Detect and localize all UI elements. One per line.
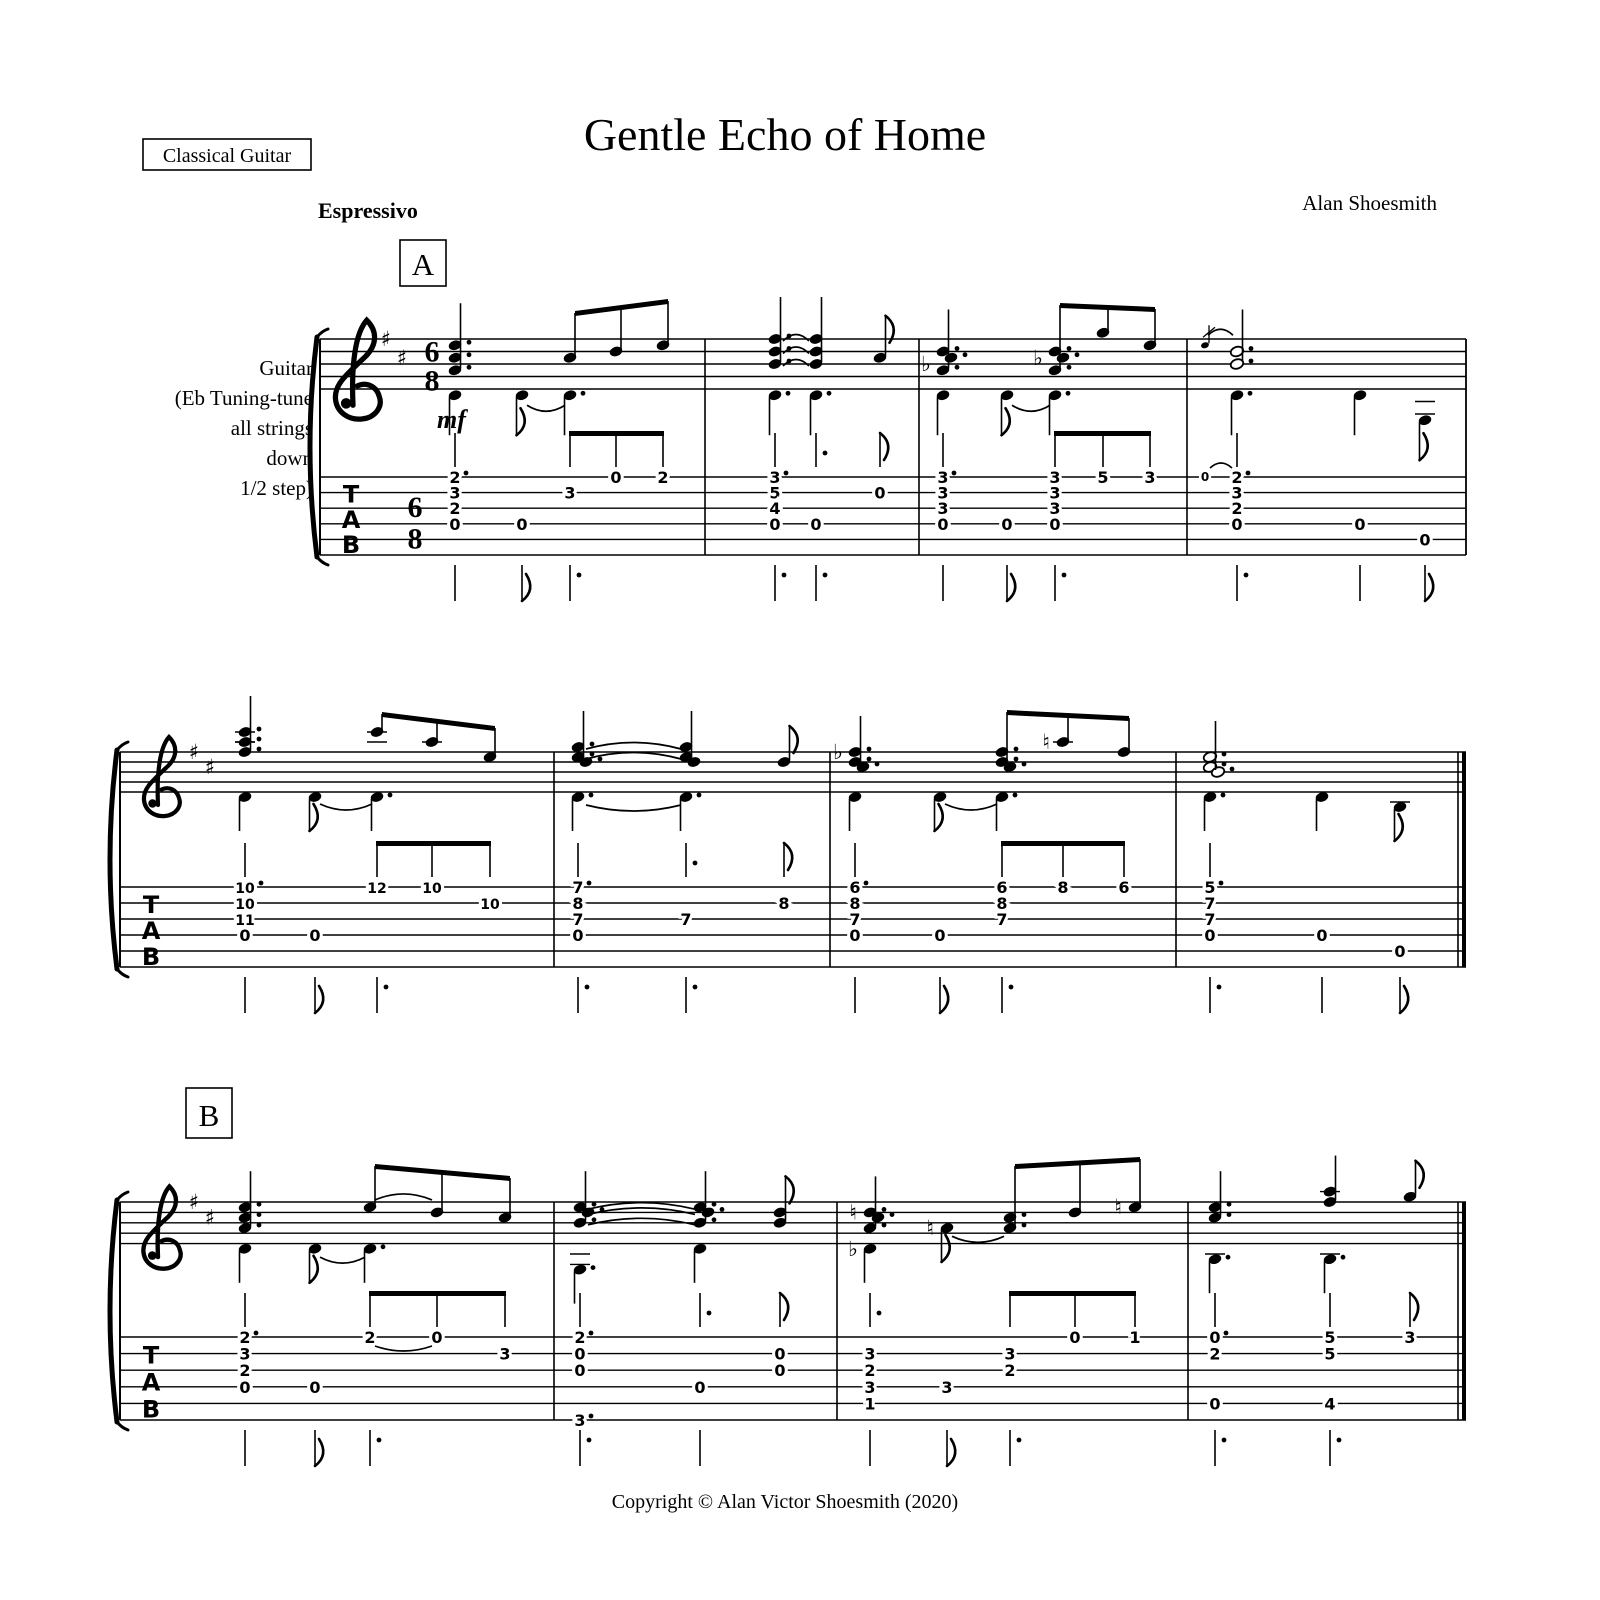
composer: Alan Shoesmith (1302, 191, 1437, 215)
augmentation-dot (1009, 985, 1014, 990)
augmentation-dot (1221, 793, 1226, 798)
tab-fret-number: 0 (431, 1328, 443, 1347)
tab-fret-number: 7 (572, 878, 584, 897)
tab-fret-number: 7 (572, 910, 584, 929)
accidental: ♮ (926, 1216, 934, 1240)
tab-fret-number: 6 (1118, 878, 1130, 897)
augmentation-dot (257, 737, 262, 742)
augmentation-dot (1066, 391, 1071, 396)
tab-fret-number: 2 (1209, 1344, 1221, 1364)
augmentation-dot (712, 1202, 717, 1207)
tab-fret-number: 7 (1204, 894, 1216, 913)
augmentation-dot (1227, 1202, 1232, 1207)
augmentation-dot (381, 1244, 386, 1249)
tab-fret-number: 3 (937, 468, 949, 487)
time-signature-lower: 8 (424, 364, 440, 398)
key-signature-sharp: ♯ (188, 740, 200, 764)
tab-fret-number: 2 (864, 1361, 876, 1381)
tab-fret-number: 0 (1204, 926, 1216, 945)
tab-fret-number: 8 (996, 894, 1008, 913)
augmentation-dot (823, 573, 828, 578)
tab-fret-number: 11 (235, 913, 255, 929)
augmentation-dot (1222, 762, 1227, 767)
augmentation-dot (591, 1265, 596, 1270)
augmentation-dot (589, 1414, 594, 1419)
tab-fret-number: 2 (1231, 468, 1243, 487)
augmentation-dot (1249, 346, 1254, 351)
tab-fret-number: 3 (769, 468, 781, 487)
tab-fret-number: 0 (239, 926, 251, 945)
tab-clef-letter: B (341, 531, 361, 560)
svg-text:B: B (198, 1098, 220, 1133)
tab-fret-number: 2 (449, 499, 461, 519)
augmentation-dot (257, 727, 262, 732)
augmentation-dot (1217, 985, 1222, 990)
augmentation-dot (1013, 793, 1018, 798)
final-barline-thick (1462, 1202, 1466, 1420)
augmentation-dot (467, 340, 472, 345)
tab-fret-number: 0 (1316, 926, 1328, 945)
accidental: ♭ (833, 740, 843, 764)
tab-clef-letter: B (141, 942, 161, 971)
tab-fret-number: 5 (769, 483, 781, 503)
augmentation-dot (890, 1212, 895, 1217)
tab-fret-number: 2 (657, 468, 669, 487)
tab-beam (1009, 1291, 1136, 1296)
tempo-marking: Espressivo (318, 198, 418, 223)
tab-fret-number: 3 (1144, 468, 1156, 487)
augmentation-dot (1022, 1223, 1027, 1228)
tab-fret-number: 0 (937, 514, 949, 534)
tab-clef-letter: T (342, 480, 360, 509)
augmentation-dot (707, 1311, 712, 1316)
accidental: ♭ (1033, 345, 1043, 370)
augmentation-dot (1248, 391, 1253, 396)
tab-fret-number: 0 (610, 468, 622, 487)
augmentation-dot (1246, 471, 1251, 476)
augmentation-dot (577, 573, 582, 578)
augmentation-dot (952, 471, 957, 476)
augmentation-dot (589, 1331, 594, 1336)
tab-fret-number: 0 (1200, 470, 1210, 484)
svg-text:all strings: all strings (230, 416, 313, 440)
tab-fret-number: 8 (572, 894, 584, 913)
tab-time-signature-lower: 8 (407, 522, 423, 556)
augmentation-dot (1017, 1438, 1022, 1443)
augmentation-dot (377, 1438, 382, 1443)
tab-fret-number: 0 (849, 926, 861, 945)
augmentation-dot (257, 1202, 262, 1207)
augmentation-dot (384, 985, 389, 990)
tab-fret-number: 7 (996, 910, 1008, 929)
svg-text:(Eb Tuning-tune: (Eb Tuning-tune (174, 386, 313, 410)
tab-fret-number: 0 (1354, 514, 1366, 534)
augmentation-dot (592, 1202, 597, 1207)
augmentation-dot (257, 747, 262, 752)
tab-fret-number: 0 (1209, 1328, 1221, 1347)
augmentation-dot (712, 1217, 717, 1222)
tab-clef-letter: T (142, 1341, 160, 1370)
accidental: ♭ (848, 1236, 858, 1261)
augmentation-dot (587, 1438, 592, 1443)
augmentation-dot (587, 881, 592, 886)
svg-text:A: A (411, 247, 435, 282)
tab-fret-number: 7 (1204, 910, 1216, 929)
tab-fret-number: 5 (1324, 1328, 1336, 1347)
tab-fret-number: 2 (239, 1361, 251, 1381)
augmentation-dot (467, 365, 472, 370)
tab-fret-number: 3 (449, 483, 461, 503)
tab-fret-number: 3 (1049, 499, 1061, 519)
key-signature-sharp: ♯ (188, 1190, 200, 1214)
augmentation-dot (1227, 1212, 1232, 1217)
tab-fret-number: 3 (499, 1344, 511, 1364)
tab-beam (376, 841, 491, 846)
page-title: Gentle Echo of Home (583, 109, 987, 160)
tab-fret-number: 3 (864, 1344, 876, 1364)
augmentation-dot (1224, 1331, 1229, 1336)
tab-fret-number: 0 (574, 1361, 586, 1381)
augmentation-dot (882, 1223, 887, 1228)
tab-fret-number: 10 (235, 881, 255, 897)
tab-time-signature-upper: 6 (407, 491, 423, 525)
augmentation-dot (882, 1207, 887, 1212)
tab-fret-number: 8 (778, 894, 790, 913)
tab-fret-number: 4 (1324, 1394, 1336, 1414)
tab-fret-number: 3 (864, 1377, 876, 1397)
tab-fret-number: 8 (849, 894, 861, 913)
augmentation-dot (1337, 1438, 1342, 1443)
svg-text:Guitar: Guitar (259, 356, 313, 380)
tab-fret-number: 3 (1049, 483, 1061, 503)
augmentation-dot (784, 471, 789, 476)
dynamic-marking: mf (437, 405, 466, 434)
tab-fret-number: 0 (774, 1361, 786, 1381)
augmentation-dot (867, 757, 872, 762)
tab-fret-number: 5 (1097, 468, 1109, 487)
tab-fret-number: 0 (1419, 530, 1431, 550)
augmentation-dot (467, 352, 472, 357)
tab-fret-number: 2 (1231, 499, 1243, 519)
key-signature-sharp: ♯ (396, 345, 408, 370)
augmentation-dot (720, 1207, 725, 1212)
augmentation-dot (823, 451, 828, 456)
tab-fret-number: 0 (572, 926, 584, 945)
time-signature-upper: 6 (424, 335, 440, 369)
tab-clef-letter: B (141, 1395, 161, 1424)
augmentation-dot (1014, 757, 1019, 762)
augmentation-dot (585, 985, 590, 990)
tab-fret-number: 0 (516, 514, 528, 534)
augmentation-dot (697, 793, 702, 798)
tab-fret-number: 0 (1001, 514, 1013, 534)
accidental: ♮ (849, 1200, 857, 1225)
tab-fret-number: 3 (574, 1411, 586, 1430)
augmentation-dot (581, 391, 586, 396)
tab-fret-number: 0 (934, 926, 946, 945)
tab-fret-number: 10 (480, 897, 500, 913)
treble-clef-dot (341, 398, 352, 409)
augmentation-dot (1067, 346, 1072, 351)
augmentation-dot (1230, 767, 1235, 772)
tab-fret-number: 0 (1231, 514, 1243, 534)
key-signature-sharp: ♯ (204, 1205, 216, 1230)
tab-fret-number: 1 (864, 1394, 876, 1414)
tab-fret-number: 0 (694, 1377, 706, 1397)
tab-fret-number: 0 (774, 1344, 786, 1364)
tab-fret-number: 0 (449, 514, 461, 534)
treble-clef-dot (148, 799, 156, 807)
accidental: ♮ (1114, 1195, 1122, 1220)
augmentation-dot (257, 1212, 262, 1217)
augmentation-dot (1014, 747, 1019, 752)
key-signature-sharp: ♯ (380, 327, 392, 351)
tab-fret-number: 3 (937, 499, 949, 519)
augmentation-dot (827, 391, 832, 396)
augmentation-dot (589, 793, 594, 798)
tab-fret-number: 0 (769, 514, 781, 534)
tab-fret-number: 0 (1069, 1328, 1081, 1347)
tab-fret-number: 0 (1394, 942, 1406, 961)
tab-fret-number: 3 (239, 1344, 251, 1364)
tab-clef-letter: A (341, 505, 361, 534)
tab-fret-number: 2 (364, 1328, 376, 1347)
tab-fret-number: 6 (849, 878, 861, 897)
tab-fret-number: 0 (239, 1377, 251, 1397)
tab-fret-number: 0 (574, 1344, 586, 1364)
tab-fret-number: 3 (1004, 1344, 1016, 1364)
tab-fret-number: 2 (239, 1328, 251, 1347)
tab-fret-number: 0 (874, 483, 886, 503)
augmentation-dot (693, 985, 698, 990)
augmentation-dot (590, 742, 595, 747)
tab-fret-number: 8 (1057, 878, 1069, 897)
augmentation-dot (1062, 573, 1067, 578)
instrument-box-label: Classical Guitar (162, 145, 292, 167)
tab-fret-number: 3 (937, 483, 949, 503)
tab-fret-number: 3 (941, 1377, 953, 1397)
copyright-footer: Copyright © Alan Victor Shoesmith (2020) (611, 1491, 959, 1513)
augmentation-dot (875, 762, 880, 767)
tab-fret-number: 5 (1324, 1344, 1336, 1364)
tab-fret-number: 0 (309, 1377, 321, 1397)
tab-fret-number: 0 (309, 926, 321, 945)
augmentation-dot (1222, 752, 1227, 757)
svg-text:down: down (266, 446, 313, 470)
tab-fret-number: 2 (1004, 1361, 1016, 1381)
tab-fret-number: 10 (235, 897, 255, 913)
tab-fret-number: 7 (680, 910, 692, 929)
augmentation-dot (592, 1217, 597, 1222)
augmentation-dot (864, 881, 869, 886)
final-barline-thick (1462, 752, 1466, 967)
accidental: ♭ (921, 352, 931, 376)
treble-clef-dot (148, 1251, 157, 1260)
augmentation-dot (1341, 1255, 1346, 1260)
tab-fret-number: 2 (574, 1328, 586, 1347)
augmentation-dot (786, 391, 791, 396)
tab-clef-letter: T (142, 891, 160, 919)
tab-fret-number: 1 (1129, 1328, 1141, 1347)
tab-fret-number: 2 (449, 468, 461, 487)
augmentation-dot (1022, 762, 1027, 767)
augmentation-dot (1022, 1212, 1027, 1217)
augmentation-dot (693, 861, 698, 866)
augmentation-dot (782, 573, 787, 578)
augmentation-dot (1249, 359, 1254, 364)
tab-fret-number: 0 (1049, 514, 1061, 534)
tab-fret-number: 3 (1404, 1328, 1416, 1347)
tab-fret-number: 0 (810, 514, 822, 534)
augmentation-dot (867, 747, 872, 752)
tab-fret-number: 4 (769, 499, 781, 519)
svg-text:1/2 step): 1/2 step) (240, 476, 313, 500)
tab-clef-letter: A (141, 916, 161, 945)
augmentation-dot (955, 346, 960, 351)
augmentation-dot (388, 793, 393, 798)
augmentation-dot (590, 752, 595, 757)
augmentation-dot (1244, 573, 1249, 578)
augmentation-dot (1075, 352, 1080, 357)
tab-fret-number: 7 (849, 910, 861, 929)
augmentation-dot (1222, 1438, 1227, 1443)
tab-fret-number: 6 (996, 878, 1008, 897)
tab-fret-number: 3 (1231, 483, 1243, 503)
augmentation-dot (963, 352, 968, 357)
augmentation-dot (259, 881, 264, 886)
augmentation-dot (1219, 881, 1224, 886)
augmentation-dot (877, 1311, 882, 1316)
augmentation-dot (1226, 1255, 1231, 1260)
augmentation-dot (257, 1223, 262, 1228)
key-signature-sharp: ♯ (204, 755, 216, 779)
tab-fret-number: 5 (1204, 878, 1216, 897)
augmentation-dot (1067, 365, 1072, 370)
tab-fret-number: 12 (367, 881, 387, 897)
augmentation-dot (464, 471, 469, 476)
tab-fret-number: 3 (1049, 468, 1061, 487)
augmentation-dot (598, 757, 603, 762)
accidental: ♮ (1042, 730, 1050, 754)
tab-fret-number: 0 (1209, 1394, 1221, 1414)
tab-fret-number: 10 (422, 881, 442, 897)
augmentation-dot (955, 365, 960, 370)
tab-fret-number: 3 (564, 483, 576, 503)
tab-clef-letter: A (141, 1368, 161, 1397)
augmentation-dot (254, 1331, 259, 1336)
